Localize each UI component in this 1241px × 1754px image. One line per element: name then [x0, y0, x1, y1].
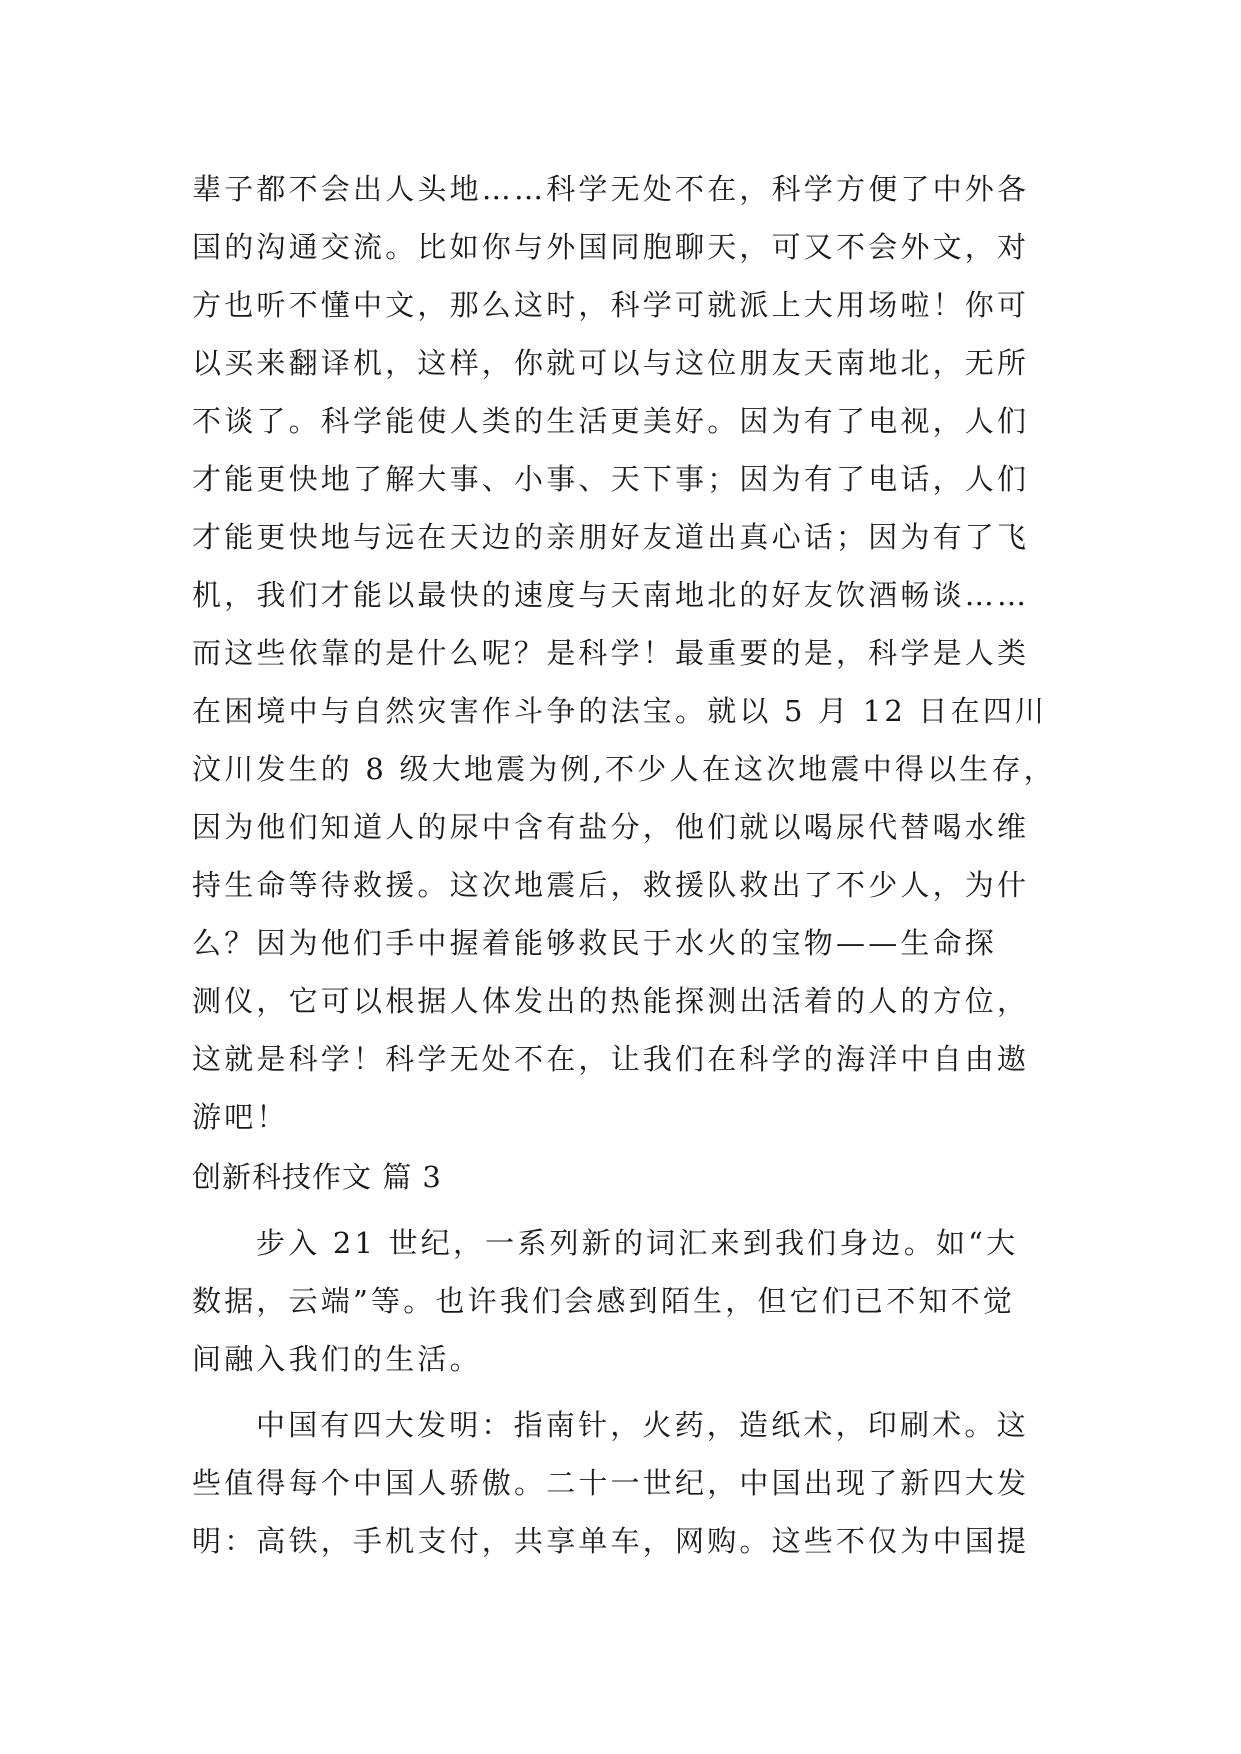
- text-line: 辈子都不会出人头地……科学无处不在，科学方便了中外各: [192, 172, 1030, 206]
- text-line: 游吧！: [192, 1100, 289, 1134]
- text-line: 持生命等待救援。这次地震后，救援队救出了不少人，为什: [192, 868, 1030, 902]
- paragraph-2: [192, 1396, 1062, 1570]
- text-line: 么？因为他们手中握着能够救民于水火的宝物——生命探: [192, 926, 998, 960]
- text-line: 才能更快地了解大事、小事、天下事；因为有了电话，人们: [192, 462, 1030, 496]
- text-line: 而这些依靠的是什么呢？是科学！最重要的是，科学是人类: [192, 636, 1030, 670]
- text-line: 以买来翻译机，这样，你就可以与这位朋友天南地北，无所: [192, 346, 1030, 380]
- text-line: 不谈了。科学能使人类的生活更美好。因为有了电视，人们: [192, 404, 1030, 438]
- text-line: 机，我们才能以最快的速度与天南地北的好友饮酒畅谈……: [192, 578, 1030, 612]
- text-line: 因为他们知道人的尿中含有盐分，他们就以喝尿代替喝水维: [192, 810, 1030, 844]
- text-line: 间融入我们的生活。: [192, 1342, 482, 1376]
- document-page: [192, 160, 1062, 1570]
- paragraph-1: [192, 1214, 1062, 1388]
- text-line: 测仪，它可以根据人体发出的热能探测出活着的人的方位，: [192, 984, 1030, 1018]
- section-1-text: [192, 160, 1062, 1146]
- text-line: 汶川发生的 8 级大地震为例,不少人在这次地震中得以生存，: [192, 752, 1056, 786]
- text-line: 才能更快地与远在天边的亲朋好友道出真心话；因为有了飞: [192, 520, 1030, 554]
- text-line: 数据，云端”等。也许我们会感到陌生，但它们已不知不觉: [192, 1284, 1016, 1318]
- text-line: 中国有四大发明：指南针，火药，造纸术，印刷术。这: [256, 1408, 1029, 1442]
- text-line: 明：高铁，手机支付，共享单车，网购。这些不仅为中国提: [192, 1524, 1030, 1558]
- text-line: 些值得每个中国人骄傲。二十一世纪，中国出现了新四大发: [192, 1466, 1030, 1500]
- text-line: 步入 21 世纪，一系列新的词汇来到我们身边。如“大: [256, 1226, 1019, 1260]
- section-heading: 创新科技作文 篇 3: [192, 1160, 442, 1194]
- text-line: 在困境中与自然灾害作斗争的法宝。就以 5 月 12 日在四川: [192, 694, 1048, 728]
- text-line: 国的沟通交流。比如你与外国同胞聊天，可又不会外文，对: [192, 230, 1030, 264]
- text-line: 方也听不懂中文，那么这时，科学可就派上大用场啦！你可: [192, 288, 1030, 322]
- text-line: 这就是科学！科学无处不在，让我们在科学的海洋中自由遨: [192, 1042, 1030, 1076]
